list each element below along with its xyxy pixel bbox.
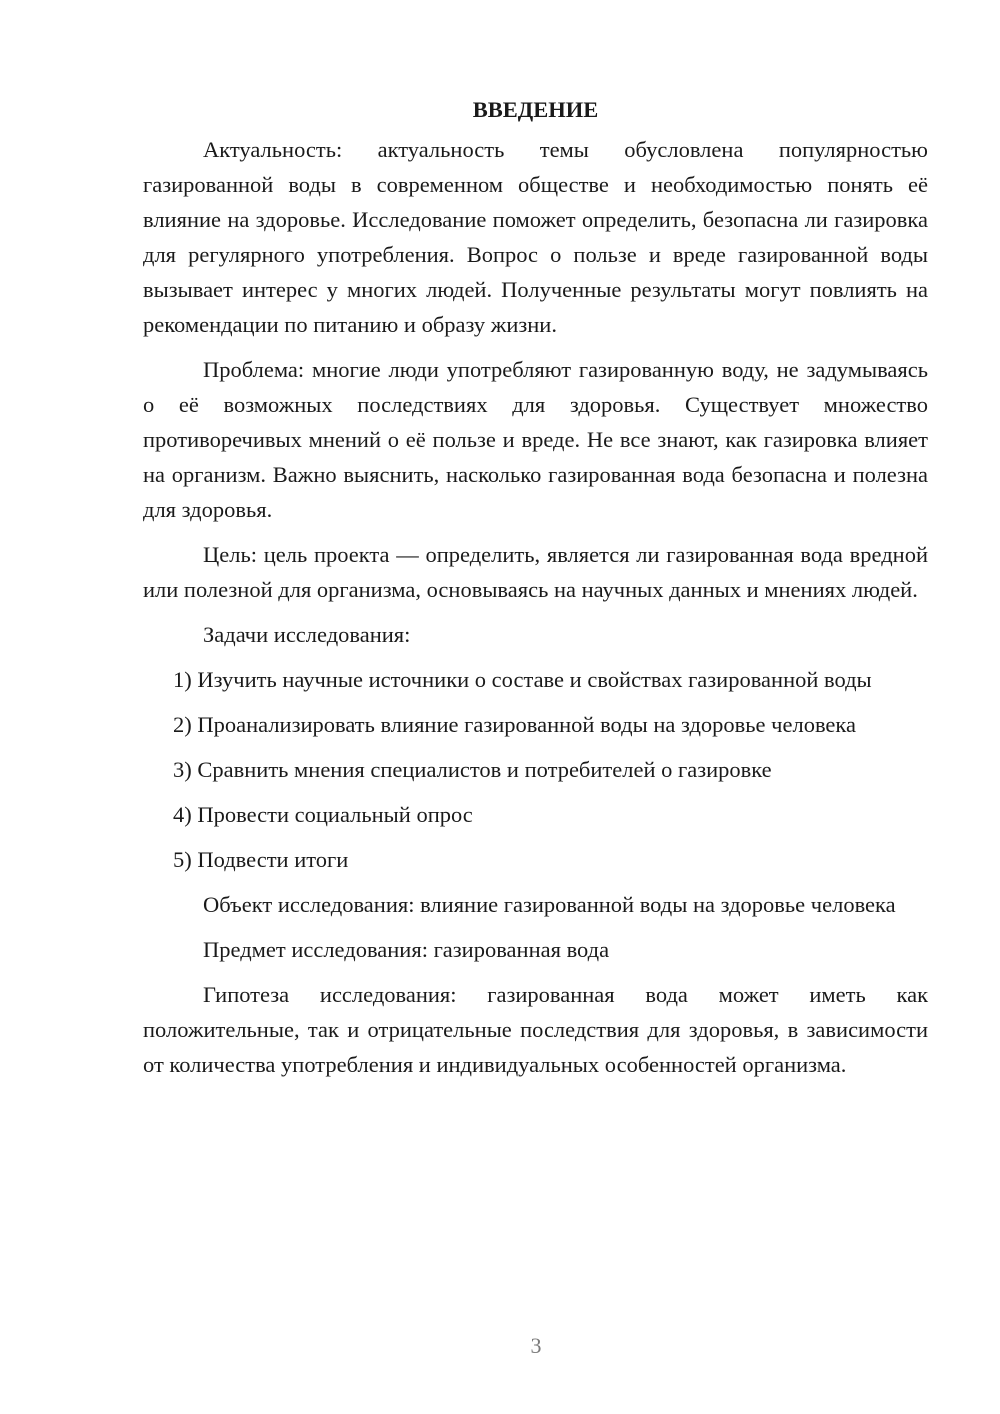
task-item-1: 1) Изучить научные источники о составе и свойствах газированной воды — [173, 667, 872, 692]
task-item-5: 5) Подвести итоги — [173, 847, 349, 872]
page-number: 3 — [530, 1333, 542, 1358]
tasks-heading: Задачи исследования: — [203, 622, 411, 647]
object-paragraph: Объект исследования: влияние газированной воды на здоровье человека — [203, 892, 896, 917]
hypothesis-paragraph: Гипотеза исследования: газированная вода может иметь как положительные, так и отрицательные последствия для здоровья, в зависимости от количества употребления и индивидуальных особенностей организма. — [143, 982, 928, 1077]
problem-paragraph: Проблема: многие люди употребляют газированную воду, не задумываясь о её возможных последствиях для здоровья. Существует множество противоречивых мнений о её пользе и вреде. Не все знают, как газировка влияет на организм. Важно выяснить, насколько газированная вода безопасна и полезна для здоровья. — [143, 357, 928, 522]
task-item-2: 2) Проанализировать влияние газированной воды на здоровье человека — [173, 712, 856, 737]
task-item-4: 4) Провести социальный опрос — [173, 802, 473, 827]
relevance-paragraph: Актуальность: актуальность темы обусловлена популярностью газированной воды в современном обществе и необходимостью понять её влияние на здоровье. Исследование поможет определить, безопасна ли газировка для регулярного употребления. Вопрос о пользе и вреде газированной воды вызывает интерес у многих людей. Полученные результаты могут повлиять на рекомендации по питанию и образу жизни. — [143, 137, 928, 337]
document-page — [143, 92, 928, 1092]
section-title: ВВЕДЕНИЕ — [472, 97, 599, 122]
task-item-3: 3) Сравнить мнения специалистов и потребителей о газировке — [173, 757, 772, 782]
subject-paragraph: Предмет исследования: газированная вода — [203, 937, 610, 962]
goal-paragraph: Цель: цель проекта — определить, является ли газированная вода вредной или полезной для организма, основываясь на научных данных и мнениях людей. — [143, 542, 928, 602]
